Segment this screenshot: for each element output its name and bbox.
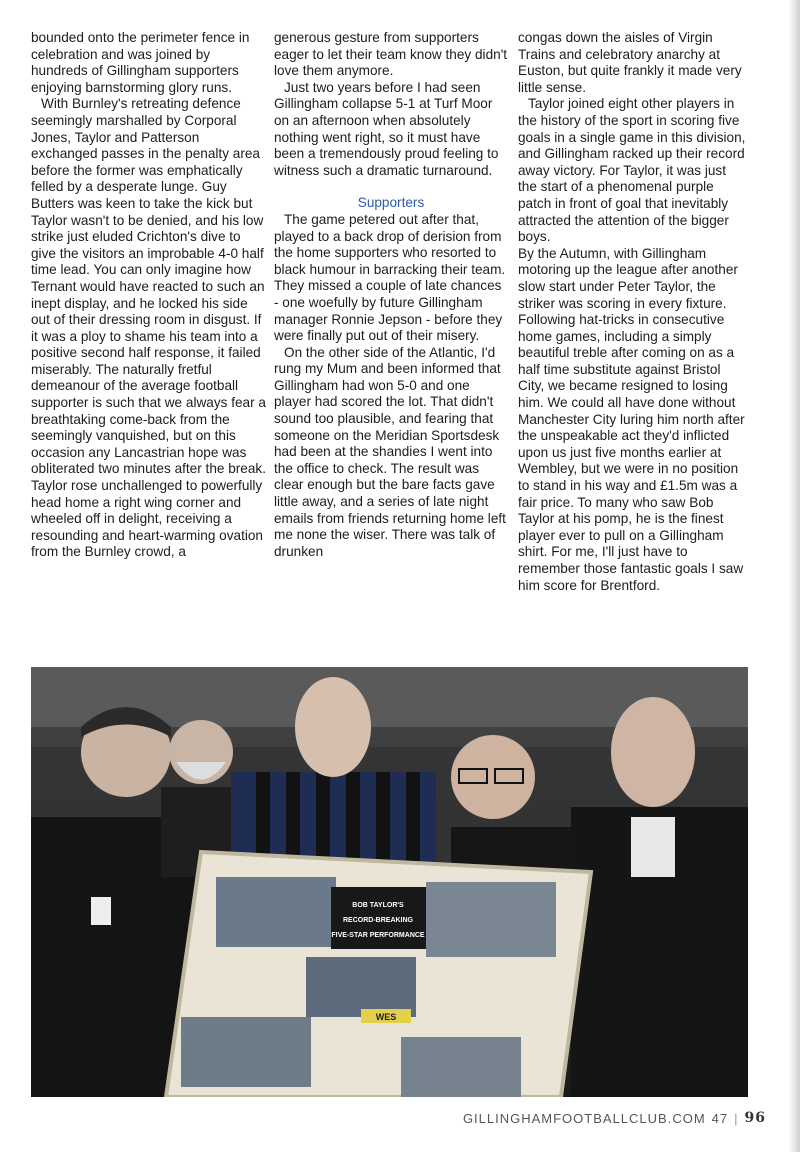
section-subheading: Supporters <box>357 195 425 211</box>
footer-site: GILLINGHAMFOOTBALLCLUB.COM <box>462 1110 706 1126</box>
banner-text: WES <box>375 1012 397 1022</box>
page-footer <box>463 1110 766 1126</box>
footer-page-number: 47 <box>711 1110 729 1126</box>
paragraph: Taylor joined eight other players in the history of the sport in scoring five goals in a single game in this division, and Gillingham racked up their record away victory. For Taylor, it was just the start of a phenomenal purple patch in front of goal that inevitably attracted the attention of the bigger boys. <box>518 96 746 245</box>
article-column-3 <box>518 30 748 594</box>
presentation-photo <box>31 667 748 1097</box>
paragraph: By the Autumn, with Gillingham motoring up the league after another slow start under Peter Taylor, the striker was scoring in every fixture. Following hat-tricks in consecutive home games, including a simply beautiful treble after coming on as a half time substitute against Bristol City, we became resigned to losing him. We could all have done without Manchester City luring him north after the unspeakable act they'd inflicted upon us just five months earlier at Wembley, but we were in no position to stand in his way and £1.5m was a fair price. To many who saw Bob Taylor at his pomp, he is the finest player ever to pull on a Gillingham shirt. For me, I'll just have to remember those fantastic goals I saw him score for Brentford. <box>518 245 745 593</box>
svg-text:FIVE-STAR PERFORMANCE: FIVE-STAR PERFORMANCE <box>331 932 425 939</box>
paragraph: With Burnley's retreating defence seemingly marshalled by Corporal Jones, Taylor and Patterson exchanged passes in the penalty area before the former was emphatically felled by a desperate lunge. Guy Butters was keen to take the kick but Taylor wasn't to be denied, and his low strike just eluded Crichton's dive to give the visitors an improbable 4-0 half time lead. You can only imagine how Ternant would have reacted to such an inept display, and he locked his side out of their dressing room in disgust. If it was a ploy to shame his team into a positive second half response, it failed miserably. The naturally fretful demeanour of the average football supporter is such that we always fear a breathtaking come-back from the seemingly vanquished, but on this occasion any Lancastrian hope was obliterated two minutes after the break. Taylor rose unchallenged to powerfully head home a right wing corner and wheeled off in delight, receiving a resounding and heart-warming ovation from the Burnley crowd, a <box>31 96 266 560</box>
paragraph: generous gesture from supporters eager to let their team know they didn't love them anymore. <box>274 30 508 79</box>
presentation-frame <box>166 852 591 1097</box>
paragraph: On the other side of the Atlantic, I'd rung my Mum and been informed that Gillingham had won 5-0 and one player had scored the lot. That didn't sound too plausible, and fearing that someone on the Meridian Sportsdesk had been at the shandies I went into the office to check. The result was clear enough but the bare facts gave little away, and a series of late night emails from friends returning home left me none the wiser. There was talk of drunken <box>274 344 506 559</box>
paragraph: The game petered out after that, played to a back drop of derision from the home supporters who resorted to black humour in barracking their team. They missed a couple of late chances - one woefully by future Gillingham manager Ronnie Jepson - before they were finally put out of their misery. <box>274 211 506 344</box>
club-logo-icon: 96 <box>744 1110 766 1126</box>
frame-title: BOB TAYLOR'S <box>352 902 404 909</box>
article-column-1 <box>31 30 269 561</box>
page-edge-shadow <box>788 0 800 1152</box>
footer-separator: | <box>734 1110 739 1126</box>
article-column-2 <box>274 30 508 560</box>
paragraph: bounded onto the perimeter fence in celebration and was joined by hundreds of Gillingham supporters enjoying barnstorming glory runs. <box>31 30 250 95</box>
paragraph: congas down the aisles of Virgin Trains and celebratory anarchy at Euston, but quite frankly it made very little sense. <box>518 30 742 95</box>
paragraph: Just two years before I had seen Gillingham collapse 5-1 at Turf Moor on an afternoon when absolutely nothing went right, so it must have been a tremendously proud feeling to witness such a dramatic turnaround. <box>274 79 499 178</box>
svg-text:RECORD-BREAKING: RECORD-BREAKING <box>343 917 413 924</box>
